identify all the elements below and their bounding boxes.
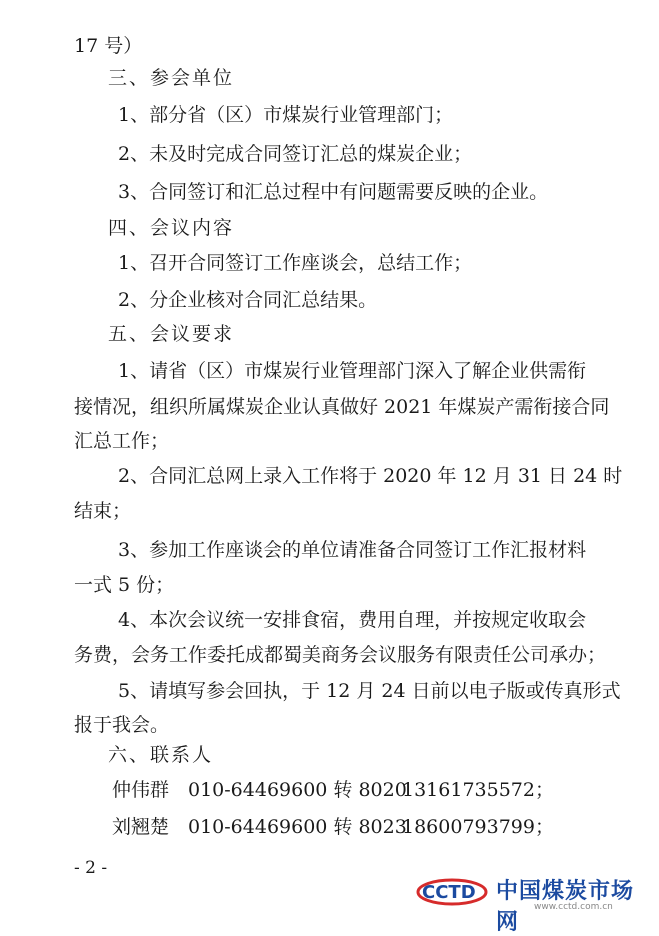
attendee-item-2: 2、未及时完成合同签订汇总的煤炭企业； [118,143,473,165]
contact-phone: 010-64469600 转 8023 [188,816,407,838]
section-heading-requirements: 五、会议要求 [108,323,235,345]
requirement-1-line-1: 1、请省（区）市煤炭行业管理部门深入了解企业供需衔 [118,360,587,382]
attendee-item-1: 1、部分省（区）市煤炭行业管理部门； [118,104,454,126]
requirement-1-line-2: 接情况，组织所属煤炭企业认真做好 2021 年煤炭产需衔接合同 [74,396,610,418]
contact-mobile: 13161735572； [402,779,554,801]
logo-text: 中国煤炭市场网 [496,879,635,935]
page-number: - 2 - [74,858,108,878]
requirement-4-line-2: 务费，会务工作委托成都蜀美商务会议服务有限责任公司承办； [74,644,607,666]
logo-url: www.cctd.com.cn [534,902,613,912]
contact-phone: 010-64469600 转 8020 [188,779,407,801]
requirement-3-line-2: 一式 5 份； [74,574,175,596]
attendee-item-3: 3、合同签订和汇总过程中有问题需要反映的企业。 [118,181,549,203]
continued-line: 17 号） [74,35,143,57]
contact-name: 仲伟群 [112,779,170,801]
svg-text:CCTD: CCTD [422,882,476,903]
section-heading-attendees: 三、参会单位 [108,67,235,89]
requirement-2-line-2: 结束； [74,500,132,522]
requirement-2-line-1: 2、合同汇总网上录入工作将于 2020 年 12 月 31 日 24 时 [118,465,623,487]
cctd-logo-icon [414,868,498,912]
content-item-1: 1、召开合同签订工作座谈会，总结工作； [118,252,473,274]
requirement-5-line-2: 报于我会。 [74,714,170,736]
cctd-watermark-logo [414,868,654,935]
requirement-4-line-1: 4、本次会议统一安排食宿，费用自理，并按规定收取会 [118,609,587,631]
section-heading-contacts: 六、联系人 [108,744,214,766]
section-heading-content: 四、会议内容 [108,217,235,239]
contact-mobile: 18600793799； [402,816,554,838]
content-item-2: 2、分企业核对合同汇总结果。 [118,289,378,311]
requirement-3-line-1: 3、参加工作座谈会的单位请准备合同签订工作汇报材料 [118,539,587,561]
requirement-1-line-3: 汇总工作； [74,430,170,452]
contact-name: 刘翘楚 [112,816,170,838]
requirement-5-line-1: 5、请填写参会回执，于 12 月 24 日前以电子版或传真形式 [118,680,621,702]
